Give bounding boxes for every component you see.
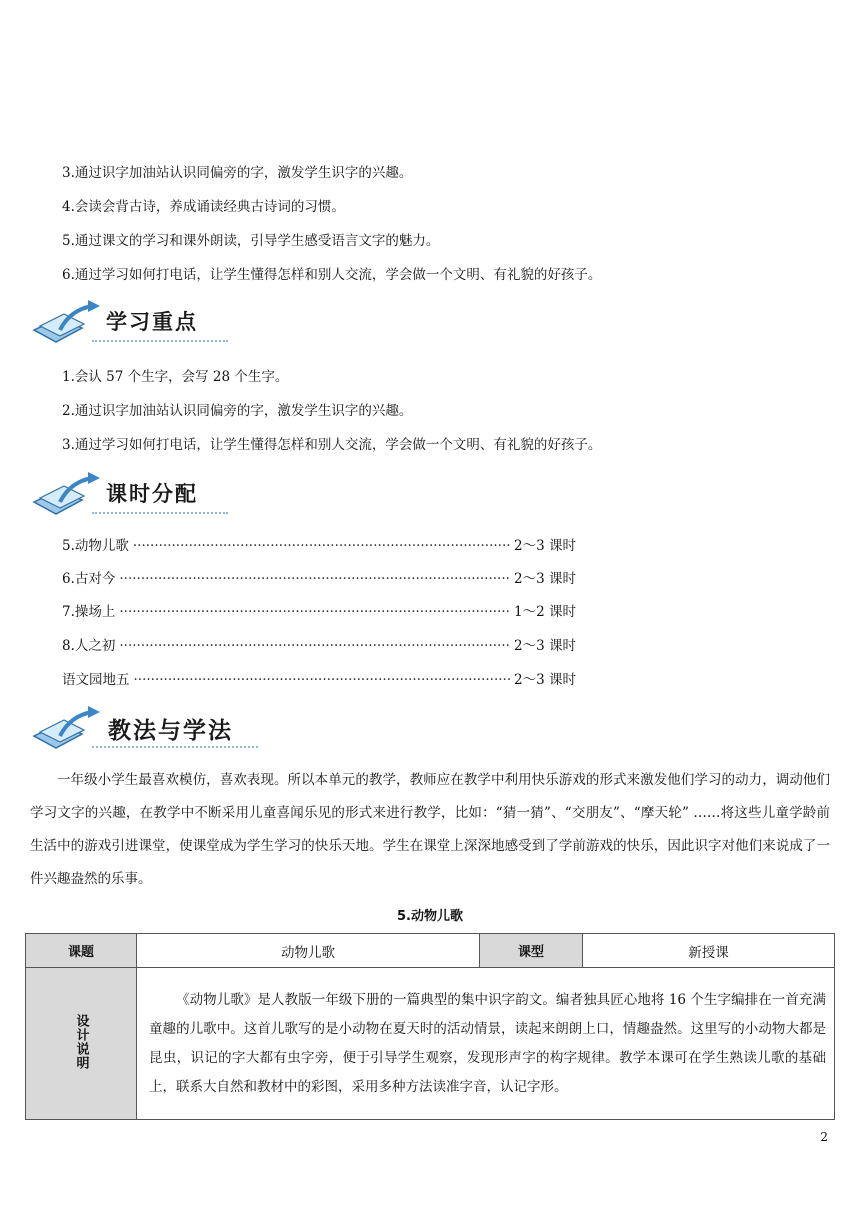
design-label: 设计说明 bbox=[73, 1013, 89, 1070]
schedule-lesson: 6.古对今 bbox=[62, 571, 116, 587]
schedule-lesson: 5.动物儿歌 bbox=[62, 538, 129, 554]
key-point-item: 3.通过学习如何打电话，让学生懂得怎样和别人交流，学会做一个文明、有礼貌的好孩子。 bbox=[62, 437, 602, 453]
schedule-hours: 2～3 课时 bbox=[514, 672, 576, 688]
dot-leader bbox=[134, 671, 511, 689]
section-heading-methods bbox=[30, 706, 260, 750]
schedule-row bbox=[62, 570, 582, 588]
topic-label: 课题 bbox=[26, 934, 137, 968]
book-arrow-icon bbox=[30, 300, 110, 350]
lesson-caption: 5.动物儿歌 bbox=[397, 909, 463, 924]
key-point-item: 2.通过识字加油站认识同偏旁的字，激发学生识字的兴趣。 bbox=[62, 403, 413, 419]
schedule-row bbox=[62, 537, 582, 555]
section-title: 教法与学法 bbox=[108, 718, 233, 744]
objective-item: 3.通过识字加油站认识同偏旁的字，激发学生识字的兴趣。 bbox=[62, 165, 413, 181]
design-label-cell bbox=[26, 968, 137, 1120]
dot-leader bbox=[119, 603, 510, 621]
dot-leader bbox=[133, 537, 510, 555]
key-point-item: 1.会认 57 个生字，会写 28 个生字。 bbox=[62, 369, 289, 385]
book-arrow-icon bbox=[30, 706, 110, 756]
section-heading-key-points bbox=[30, 300, 230, 344]
schedule-hours: 2～3 课时 bbox=[514, 571, 576, 587]
type-value: 新授课 bbox=[583, 934, 835, 968]
schedule-hours: 2～3 课时 bbox=[514, 638, 576, 654]
schedule-hours: 1～2 课时 bbox=[514, 604, 576, 620]
schedule-lesson: 语文园地五 bbox=[62, 672, 130, 688]
heading-underline bbox=[92, 512, 228, 514]
section-heading-schedule bbox=[30, 472, 230, 516]
lesson-table bbox=[25, 933, 835, 1120]
schedule-lesson: 7.操场上 bbox=[62, 604, 116, 620]
type-label: 课型 bbox=[480, 934, 583, 968]
heading-underline bbox=[92, 340, 228, 342]
schedule-row bbox=[62, 637, 582, 655]
topic-value: 动物儿歌 bbox=[137, 934, 480, 968]
schedule-row bbox=[62, 671, 582, 689]
section-title: 学习重点 bbox=[106, 310, 198, 334]
book-arrow-icon bbox=[30, 472, 110, 522]
objective-item: 4.会读会背古诗，养成诵读经典古诗词的习惯。 bbox=[62, 199, 345, 215]
methods-paragraph: 一年级小学生最喜欢模仿，喜欢表现。所以本单元的教学，教师应在教学中利用快乐游戏的形式来激发他们学习的动力，调动他们学习文字的兴趣，在教学中不断采用儿童喜闻乐见的形式来进行教学，比如：“猜一猜”、“交朋友”、“摩天轮” ……将这些儿童学龄前生活中的游戏引进课堂，使课堂成为学生学习的快乐天地。学生在课堂上深深地感受到了学前游戏的快乐，因此识字对他们来说成了一件兴趣盎然的乐事。 bbox=[30, 772, 830, 887]
section-title: 课时分配 bbox=[106, 482, 198, 506]
objective-item: 6.通过学习如何打电话，让学生懂得怎样和别人交流，学会做一个文明、有礼貌的好孩子。 bbox=[62, 267, 602, 283]
schedule-lesson: 8.人之初 bbox=[62, 638, 116, 654]
dot-leader bbox=[119, 570, 510, 588]
dot-leader bbox=[119, 637, 510, 655]
schedule-row bbox=[62, 603, 582, 621]
heading-underline bbox=[92, 746, 258, 748]
page-number: 2 bbox=[820, 1130, 828, 1144]
design-description: 《动物儿歌》是人教版一年级下册的一篇典型的集中识字韵文。编者独具匠心地将 16 个生字编排在一首充满童趣的儿歌中。这首儿歌写的是小动物在夏天时的活动情景，读起来朗朗上口，情趣盎然。这里写的小动物大都是昆虫，识记的字大都有虫字旁，便于引导学生观察，发现形声字的构字规律。教学本课可在学生熟读儿歌的基础上，联系大自然和教材中的彩图，采用多种方法读准字音，认记字形。 bbox=[137, 968, 835, 1120]
schedule-hours: 2～3 课时 bbox=[514, 538, 576, 554]
objective-item: 5.通过课文的学习和课外朗读，引导学生感受语言文字的魅力。 bbox=[62, 233, 440, 249]
